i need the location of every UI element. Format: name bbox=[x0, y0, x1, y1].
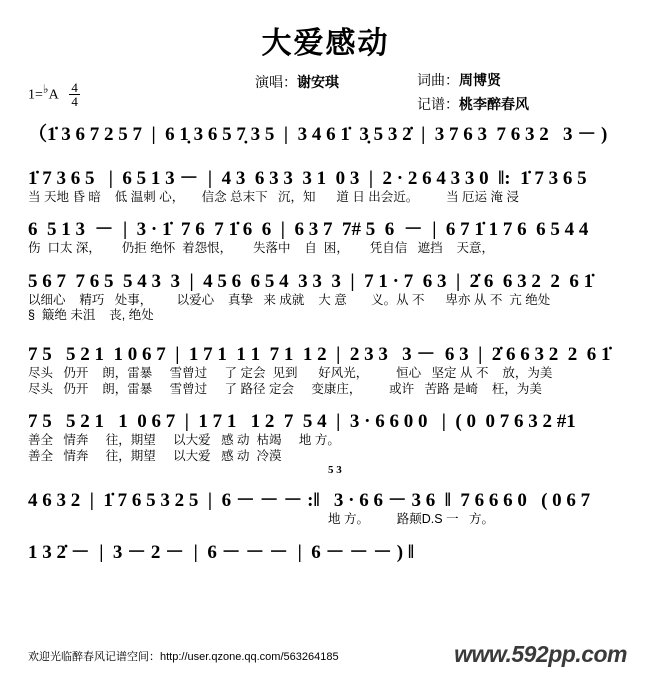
lyric-line: 善全 情奔 往，期望 以大爱 感 动 枯竭 地 方。 bbox=[28, 432, 340, 447]
lyric-line-verse2: 尽头 仍开 朗，雷暴 雪曾过 了 路径 定会 变康庄， 或许 苦路 是崎 枉，为美 bbox=[28, 381, 542, 396]
notation-line: 1 3 2̇ － | 3 － 2 － | 6 － － － | 6 － － － ) ‖ bbox=[28, 541, 415, 563]
notation-line: 7 5 5 2 1 1 0 6 7 | 1 7 1 1 1 7 1 1 2 | 2 3 3 3 － 6 3 | 2̇ 6 6 3 2 2 6 1̇ bbox=[28, 344, 611, 366]
lyric-line: 地 方。 路颠D.S 一 方。 bbox=[328, 512, 494, 527]
watermark: www.592pp.com bbox=[454, 641, 627, 667]
time-signature-numerator: 4 bbox=[71, 80, 78, 95]
credits-block bbox=[0, 64, 651, 124]
key-signature bbox=[28, 82, 80, 109]
page-footer bbox=[0, 638, 651, 672]
footer-credit: 欢迎光临醉春风记谱空间：http://user.qzone.qq.com/563264185 bbox=[28, 651, 339, 663]
music-system-3 bbox=[28, 219, 623, 256]
music-system-4 bbox=[28, 271, 623, 324]
music-system-8 bbox=[28, 542, 623, 572]
time-signature bbox=[69, 81, 80, 108]
lyric-line: 伤 口太 深， 仍拒 绝怀 着怨恨， 失落中 自 困， 凭自信 遮挡 天意， bbox=[28, 241, 494, 256]
notator-label: 记谱： bbox=[417, 96, 459, 112]
notation-line: 1̇ 7 3 6 5 | 6 5 1 3 － | 4 3 6 3 3 3 1 0 3 | 2 · 2 6 4 3 3 0 ‖: 1̇ 7 3 6 5 bbox=[28, 168, 587, 189]
page-title: 大爱感动 bbox=[261, 27, 390, 60]
lyric-line-verse2: § 簸绝 未沮 丧, 绝处 bbox=[28, 308, 154, 323]
sheet-music-page bbox=[0, 18, 651, 678]
key-letter: A bbox=[48, 87, 58, 103]
composer-label: 词曲： bbox=[417, 72, 459, 88]
composer-credit bbox=[417, 70, 617, 90]
time-signature-denominator: 4 bbox=[71, 94, 78, 109]
music-system-1 bbox=[28, 124, 623, 154]
lyric-line: 尽头 仍开 朗，雷暴 雪曾过 了 定会 见到 好风光， 恒心 坚定 从 不 放，为美 bbox=[28, 365, 553, 380]
lyric-line-verse2: 善全 情奔 往，期望 以大爱 感 动 冷漠 bbox=[28, 448, 282, 463]
music-system-6 bbox=[28, 411, 623, 476]
music-system-2 bbox=[28, 168, 623, 205]
notation-line: 7 5 5 2 1 1 0 6 7 | 1 7 1 1 2 7 5 4 | 3 · 6 6 0 0 | ( 0 0 7 6 3 2 #1 bbox=[28, 411, 576, 433]
notation-line: （1̇ 3 6 7 2 5 7 | 6 1̣ 3 6 5 7̣ 3 5 | 3 4 6 1̇ 3̣ 5 3 2̇ | 3 7 6 3 7 6 3 2 3 － ) bbox=[28, 124, 608, 145]
flat-symbol: ♭ bbox=[42, 82, 49, 97]
notator-credit bbox=[417, 94, 617, 114]
music-system-7 bbox=[28, 490, 623, 527]
notation-line: 4 6 3 2 | 1̇ 7 6 5 3 2 5 | 6 － － － :‖ 3 · 6 6 － 3 6 ‖ 7 6 6 6 0 ( 0 6 7 bbox=[28, 490, 591, 512]
key-label: 1= bbox=[28, 87, 43, 103]
notation-line: 5 6 7 7 6 5 5 4 3 3 | 4 5 6 6 5 4 3 3 3 | 7 1 · 7 6 3 | 2̇ 6 6 3 2 2 6 1̇ bbox=[28, 270, 594, 292]
music-system-5 bbox=[28, 344, 623, 397]
lyric-line: 以细心 精巧 处事， 以爱心 真挚 来 成就 大 意 义。从 不 卑亦 从 不 亢 绝处 bbox=[28, 292, 551, 307]
notation-extra: 5 3 bbox=[328, 464, 342, 477]
lyric-line: 当 天地 昏 暗 低 温刺 心， 信念 总末下 沉，知 道 日 出会近。 当 厄运 淹 浸 bbox=[28, 189, 519, 204]
notation-line: 6 5 1 3 － | 3 · 1̇ 7 6 7 1̇ 6 6 | 6 3 7 7# 5 6 － | 6 7 1̇ 1 7 6 6 5 4 4 bbox=[28, 219, 589, 241]
singer-credit bbox=[255, 72, 339, 92]
singer-label: 演唱： bbox=[255, 74, 297, 90]
singer-name: 谢安琪 bbox=[297, 74, 339, 90]
notator-name: 桃李醉春风 bbox=[459, 96, 529, 112]
composer-name: 周博贤 bbox=[459, 72, 501, 88]
